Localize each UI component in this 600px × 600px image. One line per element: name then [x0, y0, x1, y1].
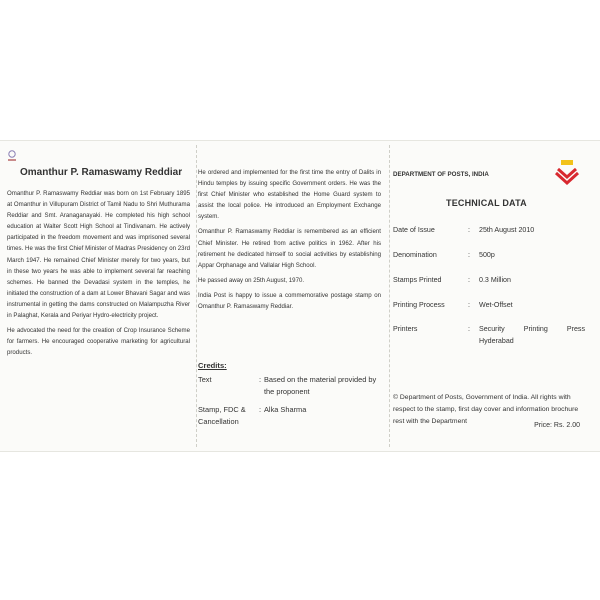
spec-key: Stamps Printed	[393, 276, 442, 284]
spec-key: Denomination	[393, 251, 437, 259]
spec-key: Printing Process	[393, 301, 445, 309]
paragraph: He ordered and implemented for the first time the entry of Dalits in Hindu temples by issuing specific Government orders. He was the first Chief Minister who established the Home Guard system to assist the local police. He introduced an Employment Exchange system.	[198, 169, 381, 221]
paragraph: He passed away on 25th August, 1970.	[198, 276, 305, 284]
india-post-logo-icon	[552, 156, 582, 186]
price-label: Price: Rs. 2.00	[534, 422, 580, 429]
spec-value-line-2: Hyderabad	[479, 337, 514, 345]
spec-colon: :	[468, 325, 470, 333]
credit-key: Text	[198, 375, 212, 384]
spec-colon: :	[468, 276, 470, 284]
credit-key: Stamp, FDC & Cancellation	[198, 405, 246, 426]
spec-key: Printers	[393, 325, 418, 333]
spec-value: Security Printing Press	[479, 325, 585, 333]
spec-value: 0.3 Million	[479, 276, 511, 284]
brochure-sheet	[0, 140, 600, 452]
spec-value: 500p	[479, 251, 495, 259]
spec-colon: :	[468, 226, 470, 234]
paragraph: India Post is happy to issue a commemorative postage stamp on Omanthur P. Ramaswamy Reddiar.	[198, 291, 381, 311]
spec-colon: :	[468, 251, 470, 259]
credit-colon: :	[259, 375, 262, 384]
copyright-notice: © Department of Posts, Government of India. All rights with respect to the stamp, first day cover and information brochure rest with the Department	[393, 394, 579, 426]
spec-value: 25th August 2010	[479, 226, 535, 234]
paragraph: He advocated the need for the creation of Crop Insurance Scheme for farmers. He encouraged cooperative marketing for agricultural products.	[7, 327, 190, 357]
panel-biography-continued	[196, 141, 389, 451]
technical-data-title: TECHNICAL DATA	[446, 198, 527, 208]
page-title: Omanthur P. Ramaswamy Reddiar	[20, 167, 183, 178]
biography-text-continued	[198, 167, 381, 316]
paragraph: Omanthur P. Ramaswamy Reddiar is remembered as an efficient Chief Minister. He retired from active politics in 1962. After his retirement he dedicated himself to social activities by establishing Appar Orphanage and Vallalar High School.	[198, 228, 381, 269]
paragraph: Omanthur P. Ramaswamy Reddiar was born on 1st February 1895 at Omanthur in Villupuram District of Tamil Nadu to Shri Muthurama Reddiar and Smt. Aranaganayaki. He completed his high school education at Walter Scott High School at Tindivanam. He actively participated in the freedom movement and was imprisoned several times. He was the first Chief Minister of Madras Presidency on 23rd March 1947. He remained Chief Minister merely for two years, but in these two years he was able to implement several far reaching schemes. He banned the Devadasi system in the temples, he initiated the construction of a dam at Lower Bhavani Sagar and was instrumental in getting the dams constructed on Malampuzha River in Palaghat, Kerala and Periyar Hydro-electricity project.	[7, 190, 190, 320]
panel-technical-data	[389, 141, 600, 451]
spec-colon: :	[468, 301, 470, 309]
corner-emblem-icon	[6, 149, 18, 163]
panel-biography	[0, 141, 196, 451]
spec-key: Date of Issue	[393, 226, 435, 234]
credit-colon: :	[259, 405, 262, 414]
spec-value: Wet-Offset	[479, 301, 513, 309]
credits-heading: Credits:	[198, 361, 227, 370]
department-heading: DEPARTMENT OF POSTS, INDIA	[393, 171, 489, 178]
credit-value: Alka Sharma	[264, 405, 307, 414]
biography-text	[7, 188, 190, 362]
credit-value: Based on the material provided by the proponent	[264, 375, 377, 396]
